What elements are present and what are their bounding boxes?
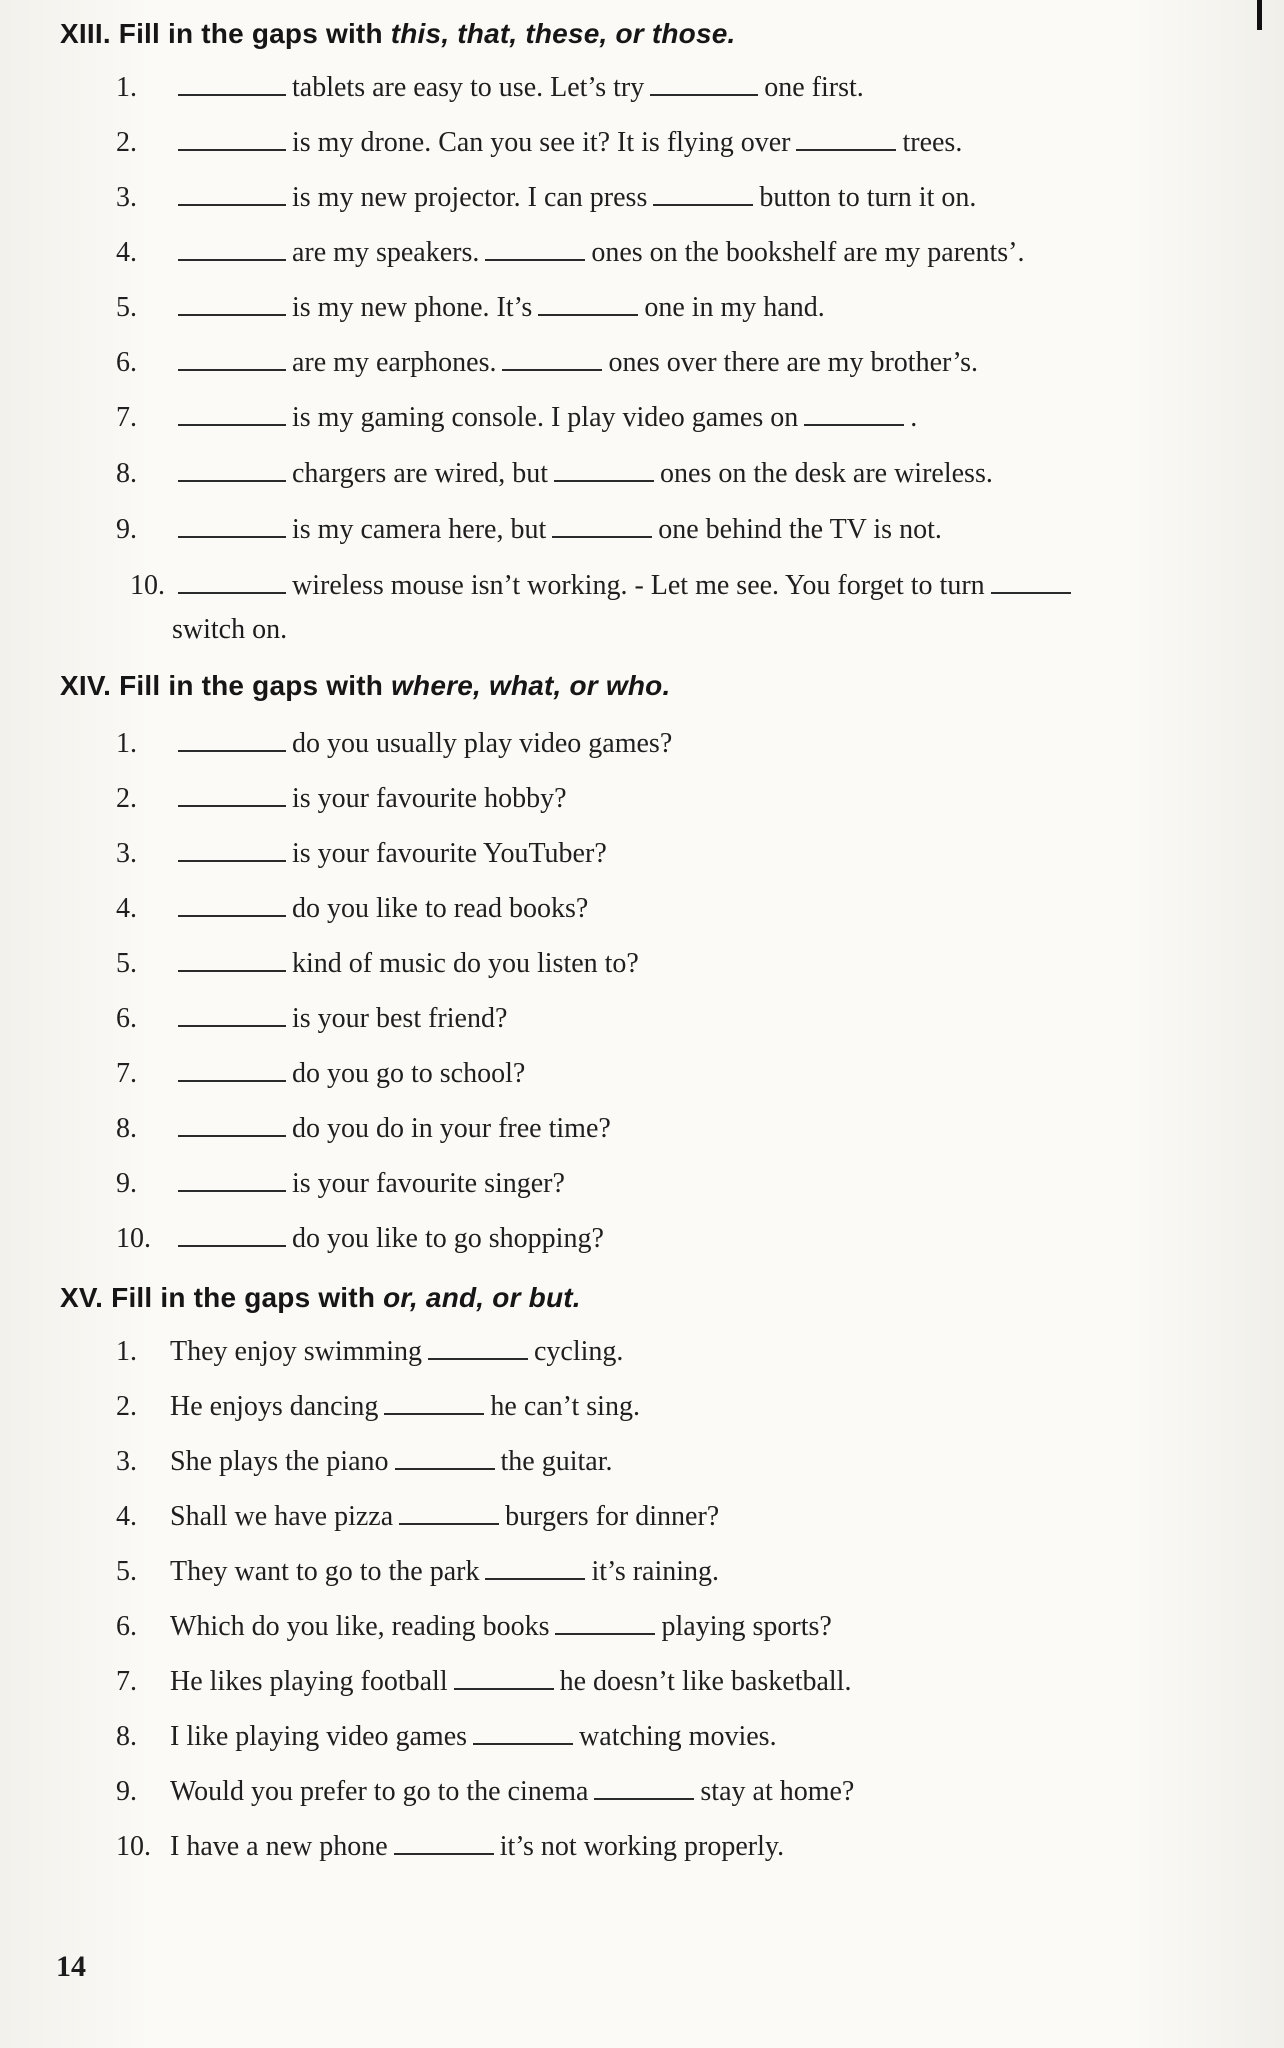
answer-blank[interactable] (178, 893, 286, 917)
item-number: 1. (116, 72, 137, 103)
exercise-item: 5. kind of music do you listen to? (116, 948, 639, 979)
answer-blank[interactable] (796, 127, 896, 151)
exercise-item: 2. is my drone. Can you see it? It is flying over trees. (116, 127, 963, 158)
item-number: 9. (116, 1776, 137, 1807)
answer-blank[interactable] (178, 783, 286, 807)
answer-blank[interactable] (178, 182, 286, 206)
exercise-item: 9. is your favourite singer? (116, 1168, 565, 1199)
answer-blank[interactable] (178, 127, 286, 151)
exercise-item: 3. She plays the piano the guitar. (116, 1446, 613, 1477)
item-number: 8. (116, 458, 137, 489)
answer-blank[interactable] (555, 1611, 655, 1635)
exercise-item: 7. is my gaming console. I play video games on . (116, 402, 918, 433)
page-edge-mark (1257, 0, 1262, 30)
answer-blank[interactable] (804, 402, 904, 426)
answer-blank[interactable] (178, 1223, 286, 1247)
answer-blank[interactable] (178, 72, 286, 96)
exercise-item: 1. do you usually play video games? (116, 728, 673, 759)
exercise-item: 3. is my new projector. I can press button to turn it on. (116, 182, 977, 213)
item-number: 1. (116, 728, 137, 759)
item-number: 2. (116, 127, 137, 158)
exercise-item: 1. tablets are easy to use. Let’s try one first. (116, 72, 864, 103)
item-number: 3. (116, 1446, 137, 1477)
answer-blank[interactable] (178, 728, 286, 752)
item-number: 10. (130, 570, 165, 601)
item-number: 8. (116, 1113, 137, 1144)
item-number: 4. (116, 893, 137, 924)
answer-blank[interactable] (178, 948, 286, 972)
section-heading-xiv: XIV. Fill in the gaps with where, what, or who. (60, 670, 671, 701)
item-number: 4. (116, 237, 137, 268)
answer-blank[interactable] (991, 570, 1071, 594)
answer-blank[interactable] (485, 1556, 585, 1580)
answer-blank[interactable] (395, 1446, 495, 1470)
answer-blank[interactable] (502, 347, 602, 371)
answer-blank[interactable] (178, 292, 286, 316)
answer-blank[interactable] (178, 1113, 286, 1137)
item-number: 5. (116, 1556, 137, 1587)
page-number: 14 (56, 1950, 86, 1983)
answer-blank[interactable] (650, 72, 758, 96)
answer-blank[interactable] (178, 347, 286, 371)
answer-blank[interactable] (178, 1058, 286, 1082)
item-number: 6. (116, 347, 137, 378)
exercise-item: 3. is your favourite YouTuber? (116, 838, 607, 869)
item-number: 7. (116, 402, 137, 433)
exercise-item: 4. Shall we have pizza burgers for dinner? (116, 1501, 720, 1532)
item-number: 10. (116, 1831, 151, 1862)
item-number: 2. (116, 783, 137, 814)
answer-blank[interactable] (554, 458, 654, 482)
answer-blank[interactable] (178, 1003, 286, 1027)
exercise-item: 10. do you like to go shopping? (116, 1223, 604, 1254)
answer-blank[interactable] (473, 1721, 573, 1745)
answer-blank[interactable] (594, 1776, 694, 1800)
item-number: 1. (116, 1336, 137, 1367)
exercise-item: 4. do you like to read books? (116, 893, 589, 924)
answer-blank[interactable] (454, 1666, 554, 1690)
section-heading-xiii: XIII. Fill in the gaps with this, that, these, or those. (60, 18, 736, 49)
item-number: 10. (116, 1223, 151, 1254)
exercise-item: 10. I have a new phone it’s not working properly. (116, 1831, 785, 1862)
exercise-item: 1. They enjoy swimming cycling. (116, 1336, 624, 1367)
answer-blank[interactable] (399, 1501, 499, 1525)
item-number: 7. (116, 1666, 137, 1697)
exercise-item: 7. do you go to school? (116, 1058, 526, 1089)
exercise-item: 6. is your best friend? (116, 1003, 508, 1034)
exercise-item: 6. are my earphones. ones over there are my brother’s. (116, 347, 979, 378)
item-number: 3. (116, 838, 137, 869)
answer-blank[interactable] (178, 402, 286, 426)
answer-blank[interactable] (178, 237, 286, 261)
exercise-item: 9. is my camera here, but one behind the TV is not. (116, 514, 942, 545)
item-number: 7. (116, 1058, 137, 1089)
answer-blank[interactable] (485, 237, 585, 261)
item-number: 8. (116, 1721, 137, 1752)
exercise-item: 5. is my new phone. It’s one in my hand. (116, 292, 825, 323)
answer-blank[interactable] (384, 1391, 484, 1415)
exercise-item: 2. He enjoys dancing he can’t sing. (116, 1391, 640, 1422)
item-number: 4. (116, 1501, 137, 1532)
answer-blank[interactable] (428, 1336, 528, 1360)
answer-blank[interactable] (394, 1831, 494, 1855)
item-number: 9. (116, 514, 137, 545)
exercise-item: 8. I like playing video games watching movies. (116, 1721, 777, 1752)
item-number: 9. (116, 1168, 137, 1199)
section-heading-xv: XV. Fill in the gaps with or, and, or but. (60, 1282, 581, 1313)
answer-blank[interactable] (653, 182, 753, 206)
exercise-item: 9. Would you prefer to go to the cinema stay at home? (116, 1776, 855, 1807)
exercise-item: 7. He likes playing football he doesn’t like basketball. (116, 1666, 852, 1697)
item-continuation: switch on. (172, 614, 288, 645)
exercise-item: 5. They want to go to the park it’s raining. (116, 1556, 720, 1587)
exercise-item: 8. do you do in your free time? (116, 1113, 611, 1144)
item-number: 6. (116, 1003, 137, 1034)
answer-blank[interactable] (178, 458, 286, 482)
exercise-item: 4. are my speakers. ones on the bookshelf are my parents’. (116, 237, 1025, 268)
item-number: 5. (116, 948, 137, 979)
answer-blank[interactable] (178, 1168, 286, 1192)
answer-blank[interactable] (538, 292, 638, 316)
exercise-item: 10. wireless mouse isn’t working. - Let me see. You forget to turn (0, 570, 1284, 620)
item-number: 3. (116, 182, 137, 213)
exercise-item: 8. chargers are wired, but ones on the desk are wireless. (116, 458, 993, 489)
answer-blank[interactable] (178, 514, 286, 538)
item-number: 2. (116, 1391, 137, 1422)
exercise-item: 6. Which do you like, reading books playing sports? (116, 1611, 832, 1642)
answer-blank[interactable] (178, 570, 286, 594)
answer-blank[interactable] (178, 838, 286, 862)
exercise-item: 2. is your favourite hobby? (116, 783, 567, 814)
answer-blank[interactable] (552, 514, 652, 538)
item-number: 5. (116, 292, 137, 323)
item-number: 6. (116, 1611, 137, 1642)
